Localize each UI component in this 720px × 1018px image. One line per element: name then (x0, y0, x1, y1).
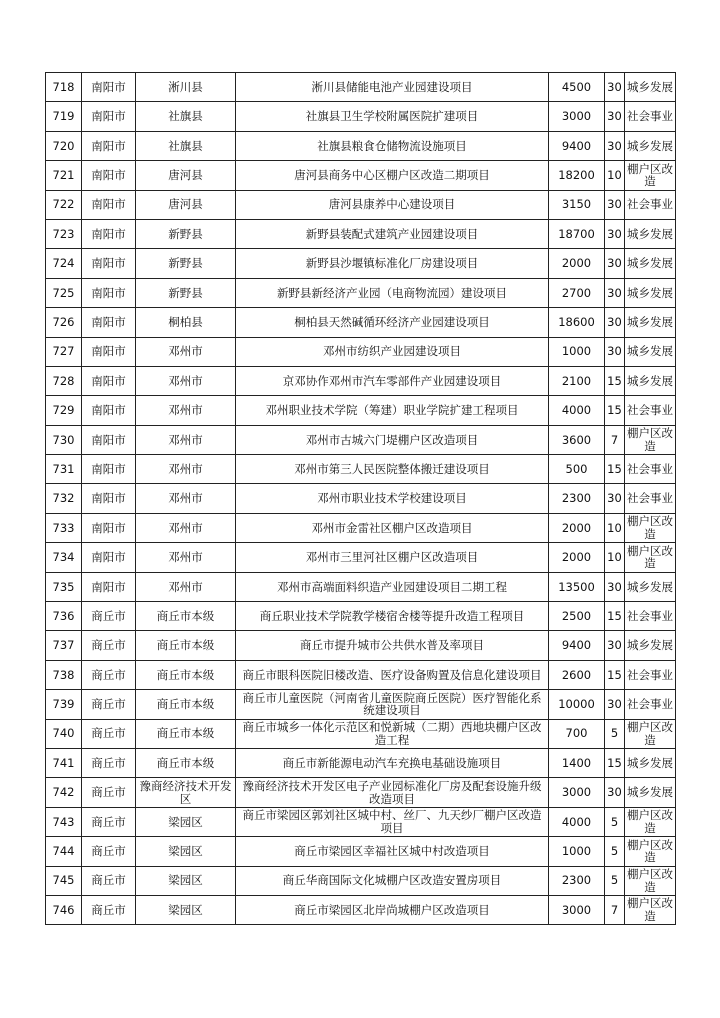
city-cell: 南阳市 (82, 572, 136, 601)
years-cell: 10 (605, 513, 625, 542)
table-row (46, 102, 676, 131)
county-cell: 商丘市本级 (136, 748, 236, 777)
years-cell: 30 (605, 690, 625, 719)
category-cell: 城乡发展 (625, 337, 676, 366)
project-name-cell: 邓州市第三人民医院整体搬迁建设项目 (236, 455, 549, 484)
project-name-cell: 邓州市职业技术学校建设项目 (236, 484, 549, 513)
amount-cell: 4500 (549, 73, 605, 102)
row-number: 740 (46, 719, 82, 748)
years-cell: 15 (605, 366, 625, 395)
years-cell: 30 (605, 484, 625, 513)
row-number: 722 (46, 190, 82, 219)
years-cell: 30 (605, 219, 625, 248)
city-cell: 南阳市 (82, 161, 136, 190)
row-number: 735 (46, 572, 82, 601)
amount-cell: 4000 (549, 807, 605, 836)
county-cell: 唐河县 (136, 161, 236, 190)
row-number: 737 (46, 631, 82, 660)
city-cell: 南阳市 (82, 455, 136, 484)
table-row (46, 308, 676, 337)
county-cell: 商丘市本级 (136, 719, 236, 748)
amount-cell: 700 (549, 719, 605, 748)
category-cell: 城乡发展 (625, 249, 676, 278)
project-name-cell: 邓州市高端面料织造产业园建设项目二期工程 (236, 572, 549, 601)
years-cell: 10 (605, 161, 625, 190)
project-table (45, 72, 676, 925)
project-name-cell: 商丘市梁园区北岸尚城棚户区改造项目 (236, 895, 549, 924)
category-cell: 棚户区改造 (625, 543, 676, 572)
amount-cell: 1000 (549, 337, 605, 366)
city-cell: 商丘市 (82, 660, 136, 689)
project-name-cell: 邓州市金雷社区棚户区改造项目 (236, 513, 549, 542)
city-cell: 商丘市 (82, 895, 136, 924)
years-cell: 30 (605, 190, 625, 219)
amount-cell: 3000 (549, 895, 605, 924)
amount-cell: 3000 (549, 778, 605, 807)
row-number: 741 (46, 748, 82, 777)
county-cell: 商丘市本级 (136, 690, 236, 719)
city-cell: 南阳市 (82, 366, 136, 395)
years-cell: 30 (605, 778, 625, 807)
project-name-cell: 商丘市儿童医院（河南省儿童医院商丘医院）医疗智能化系统建设项目 (236, 690, 549, 719)
category-cell: 城乡发展 (625, 219, 676, 248)
amount-cell: 13500 (549, 572, 605, 601)
city-cell: 商丘市 (82, 807, 136, 836)
city-cell: 商丘市 (82, 690, 136, 719)
amount-cell: 500 (549, 455, 605, 484)
amount-cell: 2000 (549, 513, 605, 542)
project-name-cell: 京邓协作邓州市汽车零部件产业园建设项目 (236, 366, 549, 395)
city-cell: 南阳市 (82, 484, 136, 513)
county-cell: 新野县 (136, 219, 236, 248)
table-row (46, 513, 676, 542)
years-cell: 5 (605, 807, 625, 836)
category-cell: 棚户区改造 (625, 513, 676, 542)
row-number: 730 (46, 425, 82, 454)
project-name-cell: 桐柏县天然碱循环经济产业园建设项目 (236, 308, 549, 337)
table-row (46, 190, 676, 219)
table-row (46, 455, 676, 484)
county-cell: 邓州市 (136, 543, 236, 572)
row-number: 736 (46, 602, 82, 631)
county-cell: 唐河县 (136, 190, 236, 219)
county-cell: 邓州市 (136, 396, 236, 425)
category-cell: 棚户区改造 (625, 866, 676, 895)
city-cell: 商丘市 (82, 837, 136, 866)
county-cell: 淅川县 (136, 73, 236, 102)
amount-cell: 2100 (549, 366, 605, 395)
county-cell: 邓州市 (136, 513, 236, 542)
row-number: 731 (46, 455, 82, 484)
category-cell: 城乡发展 (625, 308, 676, 337)
county-cell: 梁园区 (136, 837, 236, 866)
county-cell: 邓州市 (136, 337, 236, 366)
category-cell: 城乡发展 (625, 366, 676, 395)
project-name-cell: 新野县沙堰镇标准化厂房建设项目 (236, 249, 549, 278)
row-number: 744 (46, 837, 82, 866)
project-name-cell: 社旗县卫生学校附属医院扩建项目 (236, 102, 549, 131)
category-cell: 城乡发展 (625, 778, 676, 807)
county-cell: 新野县 (136, 249, 236, 278)
amount-cell: 18700 (549, 219, 605, 248)
row-number: 721 (46, 161, 82, 190)
county-cell: 梁园区 (136, 895, 236, 924)
city-cell: 南阳市 (82, 396, 136, 425)
project-name-cell: 商丘市梁园区幸福社区城中村改造项目 (236, 837, 549, 866)
city-cell: 商丘市 (82, 866, 136, 895)
project-name-cell: 邓州市纺织产业园建设项目 (236, 337, 549, 366)
table-row (46, 602, 676, 631)
project-name-cell: 商丘职业技术学院教学楼宿舍楼等提升改造工程项目 (236, 602, 549, 631)
amount-cell: 2300 (549, 484, 605, 513)
table-row (46, 895, 676, 924)
row-number: 729 (46, 396, 82, 425)
city-cell: 商丘市 (82, 719, 136, 748)
table-row (46, 748, 676, 777)
project-name-cell: 商丘市新能源电动汽车充换电基础设施项目 (236, 748, 549, 777)
row-number: 732 (46, 484, 82, 513)
category-cell: 棚户区改造 (625, 837, 676, 866)
category-cell: 棚户区改造 (625, 425, 676, 454)
row-number: 724 (46, 249, 82, 278)
project-name-cell: 商丘华商国际文化城棚户区改造安置房项目 (236, 866, 549, 895)
city-cell: 南阳市 (82, 102, 136, 131)
amount-cell: 1000 (549, 837, 605, 866)
county-cell: 梁园区 (136, 807, 236, 836)
project-name-cell: 商丘市提升城市公共供水普及率项目 (236, 631, 549, 660)
row-number: 745 (46, 866, 82, 895)
city-cell: 南阳市 (82, 543, 136, 572)
project-name-cell: 商丘市城乡一体化示范区和悦新城（二期）西地块棚户区改造工程 (236, 719, 549, 748)
years-cell: 30 (605, 572, 625, 601)
years-cell: 15 (605, 660, 625, 689)
table-row (46, 425, 676, 454)
table-row (46, 366, 676, 395)
city-cell: 商丘市 (82, 778, 136, 807)
amount-cell: 4000 (549, 396, 605, 425)
table-row (46, 543, 676, 572)
table-body (46, 73, 676, 925)
years-cell: 30 (605, 249, 625, 278)
row-number: 725 (46, 278, 82, 307)
amount-cell: 3600 (549, 425, 605, 454)
city-cell: 南阳市 (82, 308, 136, 337)
category-cell: 社会事业 (625, 396, 676, 425)
amount-cell: 2600 (549, 660, 605, 689)
project-name-cell: 邓州市三里河社区棚户区改造项目 (236, 543, 549, 572)
row-number: 746 (46, 895, 82, 924)
table-row (46, 778, 676, 807)
table-row (46, 484, 676, 513)
city-cell: 南阳市 (82, 425, 136, 454)
years-cell: 30 (605, 631, 625, 660)
table-row (46, 219, 676, 248)
table-row (46, 161, 676, 190)
category-cell: 城乡发展 (625, 131, 676, 160)
amount-cell: 18600 (549, 308, 605, 337)
row-number: 720 (46, 131, 82, 160)
amount-cell: 2000 (549, 249, 605, 278)
amount-cell: 18200 (549, 161, 605, 190)
county-cell: 商丘市本级 (136, 602, 236, 631)
row-number: 726 (46, 308, 82, 337)
category-cell: 棚户区改造 (625, 161, 676, 190)
years-cell: 5 (605, 866, 625, 895)
years-cell: 30 (605, 308, 625, 337)
county-cell: 桐柏县 (136, 308, 236, 337)
years-cell: 30 (605, 337, 625, 366)
row-number: 742 (46, 778, 82, 807)
amount-cell: 1400 (549, 748, 605, 777)
category-cell: 城乡发展 (625, 748, 676, 777)
row-number: 718 (46, 73, 82, 102)
years-cell: 30 (605, 102, 625, 131)
years-cell: 30 (605, 278, 625, 307)
category-cell: 社会事业 (625, 484, 676, 513)
table-row (46, 131, 676, 160)
city-cell: 南阳市 (82, 73, 136, 102)
years-cell: 15 (605, 602, 625, 631)
amount-cell: 9400 (549, 131, 605, 160)
category-cell: 棚户区改造 (625, 719, 676, 748)
county-cell: 邓州市 (136, 455, 236, 484)
project-name-cell: 新野县装配式建筑产业园建设项目 (236, 219, 549, 248)
row-number: 738 (46, 660, 82, 689)
city-cell: 南阳市 (82, 190, 136, 219)
county-cell: 梁园区 (136, 866, 236, 895)
project-name-cell: 唐河县商务中心区棚户区改造二期项目 (236, 161, 549, 190)
years-cell: 30 (605, 131, 625, 160)
city-cell: 南阳市 (82, 249, 136, 278)
project-name-cell: 唐河县康养中心建设项目 (236, 190, 549, 219)
table-row (46, 807, 676, 836)
city-cell: 南阳市 (82, 219, 136, 248)
county-cell: 邓州市 (136, 572, 236, 601)
amount-cell: 10000 (549, 690, 605, 719)
city-cell: 商丘市 (82, 631, 136, 660)
project-name-cell: 新野县新经济产业园（电商物流园）建设项目 (236, 278, 549, 307)
row-number: 734 (46, 543, 82, 572)
project-name-cell: 豫商经济技术开发区电子产业园标准化厂房及配套设施升级改造项目 (236, 778, 549, 807)
county-cell: 邓州市 (136, 366, 236, 395)
years-cell: 15 (605, 396, 625, 425)
county-cell: 邓州市 (136, 425, 236, 454)
row-number: 723 (46, 219, 82, 248)
city-cell: 南阳市 (82, 131, 136, 160)
table-row (46, 631, 676, 660)
category-cell: 社会事业 (625, 102, 676, 131)
row-number: 728 (46, 366, 82, 395)
category-cell: 社会事业 (625, 602, 676, 631)
category-cell: 社会事业 (625, 690, 676, 719)
table-row (46, 572, 676, 601)
project-name-cell: 社旗县粮食仓储物流设施项目 (236, 131, 549, 160)
county-cell: 邓州市 (136, 484, 236, 513)
years-cell: 10 (605, 543, 625, 572)
category-cell: 社会事业 (625, 455, 676, 484)
table-row (46, 337, 676, 366)
table-row (46, 719, 676, 748)
city-cell: 南阳市 (82, 513, 136, 542)
county-cell: 新野县 (136, 278, 236, 307)
years-cell: 15 (605, 748, 625, 777)
row-number: 743 (46, 807, 82, 836)
table-row (46, 660, 676, 689)
city-cell: 商丘市 (82, 602, 136, 631)
county-cell: 社旗县 (136, 102, 236, 131)
city-cell: 南阳市 (82, 278, 136, 307)
row-number: 739 (46, 690, 82, 719)
years-cell: 7 (605, 425, 625, 454)
amount-cell: 9400 (549, 631, 605, 660)
city-cell: 商丘市 (82, 748, 136, 777)
category-cell: 城乡发展 (625, 278, 676, 307)
county-cell: 商丘市本级 (136, 631, 236, 660)
category-cell: 城乡发展 (625, 73, 676, 102)
row-number: 719 (46, 102, 82, 131)
table-row (46, 396, 676, 425)
category-cell: 城乡发展 (625, 631, 676, 660)
category-cell: 棚户区改造 (625, 895, 676, 924)
table-row (46, 249, 676, 278)
category-cell: 棚户区改造 (625, 807, 676, 836)
table-row (46, 73, 676, 102)
table-row (46, 278, 676, 307)
years-cell: 15 (605, 455, 625, 484)
project-name-cell: 邓州职业技术学院（筹建）职业学院扩建工程项目 (236, 396, 549, 425)
amount-cell: 2300 (549, 866, 605, 895)
row-number: 733 (46, 513, 82, 542)
years-cell: 7 (605, 895, 625, 924)
project-name-cell: 淅川县储能电池产业园建设项目 (236, 73, 549, 102)
category-cell: 社会事业 (625, 660, 676, 689)
row-number: 727 (46, 337, 82, 366)
county-cell: 社旗县 (136, 131, 236, 160)
amount-cell: 3150 (549, 190, 605, 219)
amount-cell: 3000 (549, 102, 605, 131)
amount-cell: 2700 (549, 278, 605, 307)
years-cell: 5 (605, 719, 625, 748)
years-cell: 5 (605, 837, 625, 866)
county-cell: 商丘市本级 (136, 660, 236, 689)
category-cell: 社会事业 (625, 190, 676, 219)
table-row (46, 837, 676, 866)
category-cell: 城乡发展 (625, 572, 676, 601)
city-cell: 南阳市 (82, 337, 136, 366)
years-cell: 30 (605, 73, 625, 102)
amount-cell: 2500 (549, 602, 605, 631)
county-cell: 豫商经济技术开发区 (136, 778, 236, 807)
project-name-cell: 商丘市眼科医院旧楼改造、医疗设备购置及信息化建设项目 (236, 660, 549, 689)
table-row (46, 690, 676, 719)
table-row (46, 866, 676, 895)
amount-cell: 2000 (549, 543, 605, 572)
project-name-cell: 邓州市古城六门堤棚户区改造项目 (236, 425, 549, 454)
project-name-cell: 商丘市梁园区郭刘社区城中村、丝厂、九天纱厂棚户区改造项目 (236, 807, 549, 836)
